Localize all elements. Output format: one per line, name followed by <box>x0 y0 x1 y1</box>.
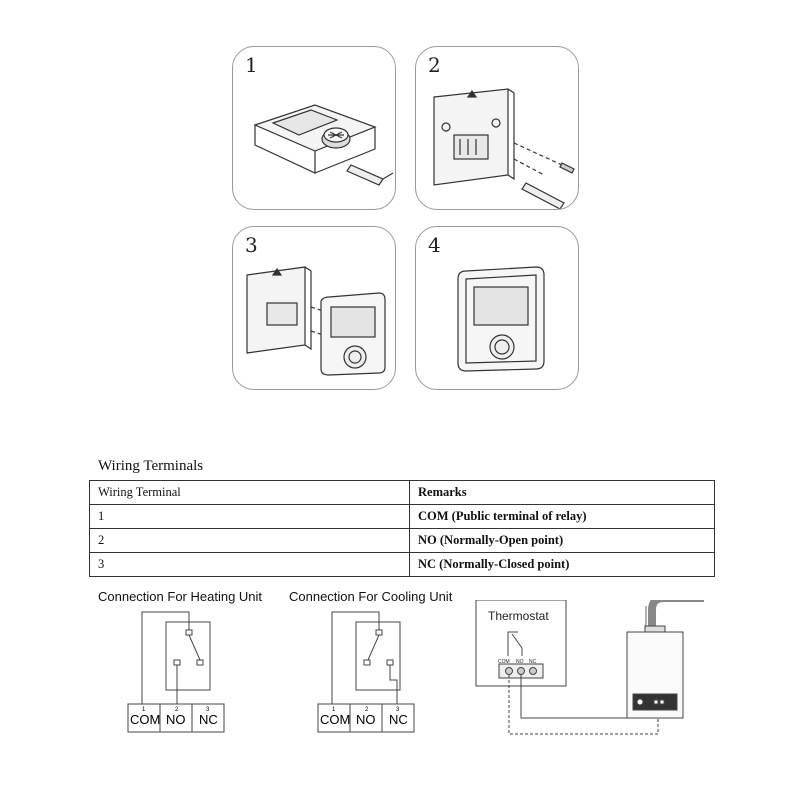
wiring-terminals-table <box>89 480 715 577</box>
remark-cell: NC (Normally-Closed point) <box>410 553 715 577</box>
table-row <box>90 505 715 529</box>
terminal-label: NC <box>389 712 408 727</box>
wiring-terminals-heading: Wiring Terminals <box>98 458 204 474</box>
table-row <box>90 529 715 553</box>
step-number: 1 <box>245 53 258 77</box>
terminal-label: NO <box>166 712 186 727</box>
terminal-label: NO <box>356 712 376 727</box>
step-number: 4 <box>428 233 441 257</box>
terminal-cell: 3 <box>90 553 410 577</box>
step-2-panel <box>415 46 579 210</box>
thermostat-boiler-diagram <box>476 600 704 734</box>
table-header-row <box>90 481 715 505</box>
table-row <box>90 553 715 577</box>
heating-caption: Connection For Heating Unit <box>98 589 263 604</box>
cooling-caption: Connection For Cooling Unit <box>289 589 453 604</box>
terminal-number: 2 <box>365 707 369 713</box>
step-number: 2 <box>428 53 441 77</box>
terminal-number: 3 <box>396 707 400 713</box>
step-1-panel <box>232 46 396 210</box>
terminal-label: COM <box>320 712 351 727</box>
terminal-number: 1 <box>142 707 146 713</box>
thermostat-title: Thermostat <box>488 609 549 623</box>
terminal-number: 2 <box>175 707 179 713</box>
remark-cell: NO (Normally-Open point) <box>410 529 715 553</box>
terminal-label: COM <box>130 712 161 727</box>
step-3-panel <box>232 226 396 390</box>
terminal-label: COM <box>498 659 510 665</box>
terminal-label: NC <box>529 659 537 665</box>
terminal-number: 3 <box>206 707 210 713</box>
terminal-cell: 1 <box>90 505 410 529</box>
wiring-diagrams <box>0 600 800 800</box>
step-4-panel <box>415 226 579 390</box>
remark-cell: COM (Public terminal of relay) <box>410 505 715 529</box>
column-header: Remarks <box>410 481 715 505</box>
terminal-cell: 2 <box>90 529 410 553</box>
column-header: Wiring Terminal <box>90 481 410 505</box>
terminal-label: NO <box>516 659 524 665</box>
terminal-number: 1 <box>332 707 336 713</box>
boiler-icon <box>627 626 683 718</box>
terminal-label: NC <box>199 712 218 727</box>
step-number: 3 <box>245 233 258 257</box>
